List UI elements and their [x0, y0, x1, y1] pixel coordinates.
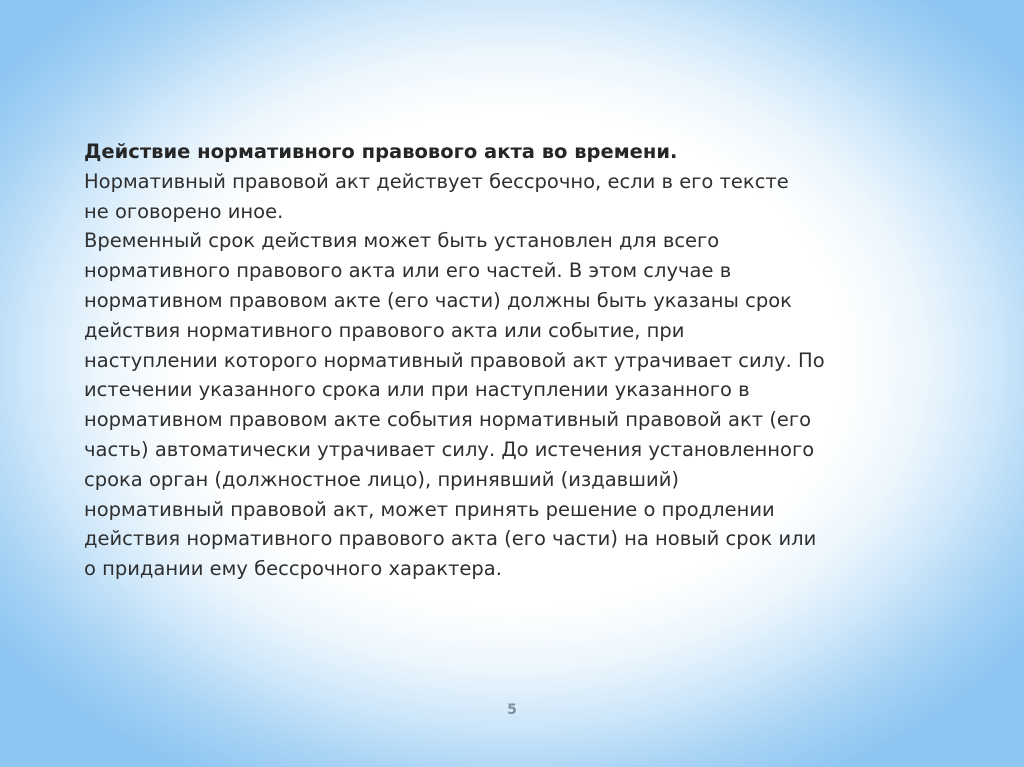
body-line: нормативном правовом акте события нормативный правовой акт (его — [84, 408, 812, 432]
body-line: часть) автоматически утрачивает силу. До истечения установленного — [84, 437, 815, 461]
body-line: срока орган (должностное лицо), принявший (издавший) — [84, 467, 679, 491]
body-line: нормативного правового акта или его частей. В этом случае в — [84, 259, 732, 283]
slide-body — [84, 137, 944, 584]
body-line: не оговорено иное. — [84, 199, 284, 223]
body-line: нормативный правовой акт, может принять решение о продлении — [84, 497, 775, 521]
slide-heading: Действие нормативного правового акта во времени. — [84, 140, 678, 163]
body-line: Временный срок действия может быть установлен для всего — [84, 229, 720, 253]
body-line: действия нормативного правового акта (его части) на новый срок или — [84, 527, 817, 551]
body-line: Нормативный правовой акт действует бессрочно, если в его тексте — [84, 169, 789, 193]
body-line: о придании ему бессрочного характера. — [84, 557, 502, 581]
body-line: истечении указанного срока или при наступлении указанного в — [84, 378, 750, 402]
body-line: действия нормативного правового акта или событие, при — [84, 318, 685, 342]
body-line: наступлении которого нормативный правовой акт утрачивает силу. По — [84, 348, 825, 372]
body-line: нормативном правовом акте (его части) должны быть указаны срок — [84, 288, 792, 312]
page-number: 5 — [507, 702, 517, 718]
